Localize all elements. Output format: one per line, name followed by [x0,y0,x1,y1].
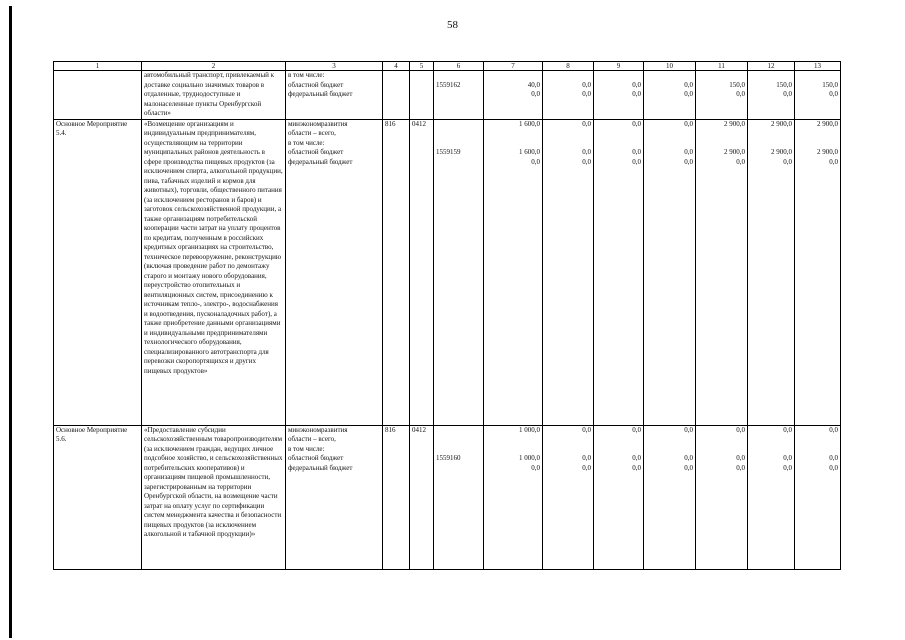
column-header: 8 [543,62,594,71]
table-row [54,119,841,425]
value-cell: 40,0 0,0 [484,71,543,120]
csr-code: 1559160 [434,425,484,569]
table-row [54,71,841,120]
value-cell: 0,0 0,0 [644,71,696,120]
binder-edge [9,6,12,638]
grbs-code [383,71,410,120]
column-header: 7 [484,62,543,71]
row-description: «Предоставление субсидии сельскохозяйственным товаропроизводителям (за исключением граждан, ведущих личное подсобное хозяйство, и сельскохозяйственных потребительских кооперативов) и организациям пищевой промышленности, зарегистрированным на территории Оренбургской области, на возмещение части затрат на оплату услуг по сертификации систем менеджмента качества и безопасности пищевых продуктов (за исключением алкогольной и табачной продукции)» [142,425,286,569]
column-header: 9 [594,62,644,71]
row-label [54,71,142,120]
column-header: 3 [286,62,383,71]
value-cell: 0,0 0,0 0,0 [696,425,748,569]
rzpr-code [410,71,434,120]
value-cell: 150,0 0,0 [696,71,748,120]
csr-code: 1559159 [434,119,484,425]
funding-source: в том числе: областной бюджет федеральный бюджет [286,71,383,120]
row-description: автомобильный транспорт, привлекаемый к доставке социально значимых товаров в отдаленные, труднодоступные и малонаселенные пункты Оренбургской области» [142,71,286,120]
table-row [54,425,841,569]
csr-code: 1559162 [434,71,484,120]
value-cell: 1 600,0 1 600,0 0,0 [484,119,543,425]
grbs-code: 816 [383,425,410,569]
column-header: 10 [644,62,696,71]
value-cell: 0,0 0,0 [543,71,594,120]
value-cell: 0,0 0,0 0,0 [543,425,594,569]
value-cell: 2 900,0 2 900,0 0,0 [795,119,841,425]
row-label: Основное Мероприятие 5.4. [54,119,142,425]
rzpr-code: 0412 [410,425,434,569]
value-cell: 0,0 0,0 0,0 [644,425,696,569]
value-cell: 0,0 0,0 0,0 [795,425,841,569]
column-header: 5 [410,62,434,71]
value-cell: 0,0 0,0 0,0 [644,119,696,425]
funding-source: минэкономразвития области – всего, в том числе: областной бюджет федеральный бюджет [286,119,383,425]
value-cell: 1 000,0 1 000,0 0,0 [484,425,543,569]
rzpr-code: 0412 [410,119,434,425]
value-cell: 0,0 0,0 [594,71,644,120]
column-header: 13 [795,62,841,71]
column-header: 11 [696,62,748,71]
value-cell: 2 900,0 2 900,0 0,0 [748,119,795,425]
row-description: «Возмещение организациям и индивидуальным предпринимателям, осуществляющим на территории муниципальных районов деятельность в сфере производства пищевых продуктов (за исключением спирта, алкогольной продукции, пива, табачных изделий и кормов для животных), торговли, общественного питания (за исключением ресторанов и баров) и заготовок сельскохозяйственной продукции, а также организациям потребительской кооперации части затрат на уплату процентов по кредитам, полученным в российских кредитных организациях на строительство, техническое перевооружение, реконструкцию (включая проведение работ по демонтажу старого и монтажу нового оборудования, переустройство отопительных и вентиляционных систем, присоединению к источникам тепло-, электро-, водоснабжения и водоотведения, пусконаладочных работ), а также приобретение данными организациями и индивидуальными предпринимателями технологического оборудования, специализированного автотранспорта для перевозки скоропортящихся и других пищевых продуктов» [142,119,286,425]
value-cell: 150,0 0,0 [748,71,795,120]
value-cell: 0,0 0,0 0,0 [748,425,795,569]
value-cell: 2 900,0 2 900,0 0,0 [696,119,748,425]
value-cell: 0,0 0,0 0,0 [594,119,644,425]
grbs-code: 816 [383,119,410,425]
column-header: 1 [54,62,142,71]
row-label: Основное Мероприятие 5.6. [54,425,142,569]
page-number: 58 [447,19,458,31]
value-cell: 0,0 0,0 0,0 [543,119,594,425]
budget-table [53,61,841,570]
value-cell: 150,0 0,0 [795,71,841,120]
column-header: 12 [748,62,795,71]
value-cell: 0,0 0,0 0,0 [594,425,644,569]
funding-source: минэкономразвития области – всего, в том числе: областной бюджет федеральный бюджет [286,425,383,569]
column-header: 2 [142,62,286,71]
column-header: 4 [383,62,410,71]
column-number-row [54,62,841,71]
column-header: 6 [434,62,484,71]
